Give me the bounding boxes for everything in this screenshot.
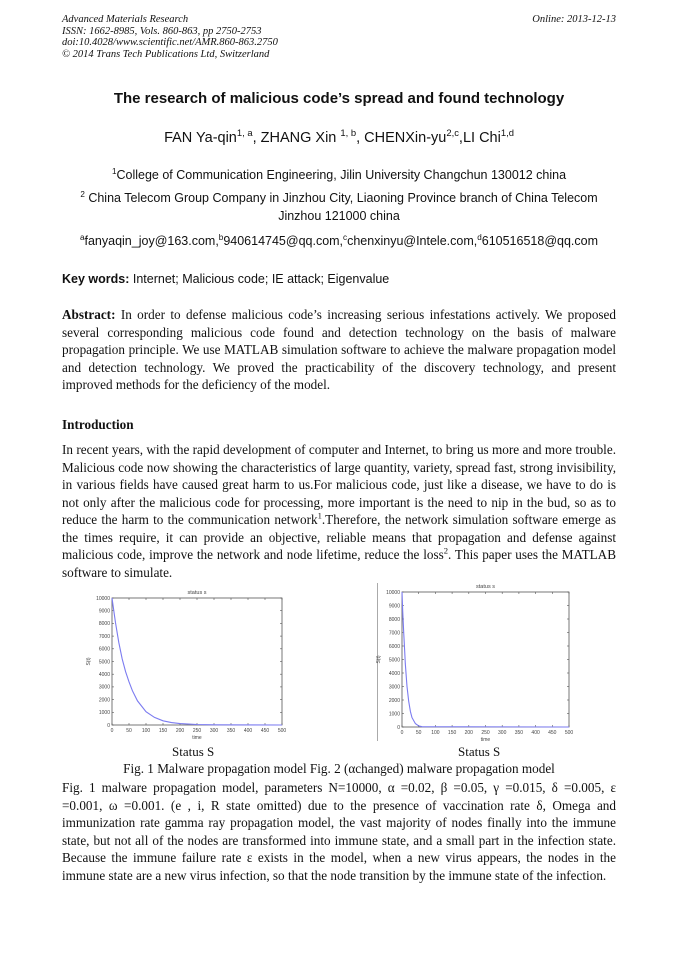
y-tick-label: 8000 bbox=[98, 621, 110, 628]
chart-title: status s bbox=[476, 584, 495, 590]
y-tick-label: 7000 bbox=[388, 630, 400, 637]
author-sup: 2,c bbox=[446, 127, 459, 139]
email-sup: b bbox=[218, 232, 224, 242]
copyright-line: © 2014 Trans Tech Publications Ltd, Switzerland bbox=[62, 48, 270, 60]
y-tick-label: 10000 bbox=[96, 595, 110, 602]
issn-line: ISSN: 1662-8985, Vols. 860-863, pp 2750-2753 bbox=[62, 25, 262, 37]
abstract bbox=[62, 306, 616, 394]
x-tick-label: 0 bbox=[400, 730, 404, 736]
keywords-text: Internet; Malicious code; IE attack; Eigenvalue bbox=[129, 272, 390, 286]
citation-ref[interactable]: 2 bbox=[443, 545, 449, 556]
email-link[interactable]: 610516518@qq.com bbox=[481, 234, 598, 248]
intro-text: . This paper uses the MATLAB software to simulate. bbox=[62, 547, 616, 580]
y-tick-label: 8000 bbox=[388, 616, 400, 623]
email-link[interactable]: 940614745@qq.com, bbox=[223, 234, 344, 248]
x-tick-label: 400 bbox=[531, 730, 540, 736]
email-sup: a bbox=[79, 232, 85, 242]
y-tick-label: 4000 bbox=[388, 670, 400, 677]
abstract-label: Abstract: bbox=[62, 307, 116, 322]
y-tick-label: 5000 bbox=[388, 657, 400, 664]
x-tick-label: 200 bbox=[464, 730, 473, 736]
keywords bbox=[62, 272, 389, 286]
abstract-text: In order to defense malicious code’s increasing serious infestations actively. We proposed several corresponding malicious code found and detection technology on the basis of malware propagation principle. We use MATLAB simulation software to achieve the malware propagation model and detection technology. We proved the practicability of the discovery technology, and present improved methods for the deficiency of the model. bbox=[62, 307, 616, 392]
intro-text: .Therefore, the network simulation software emerge as the times require, it can provide an objective, reliable means that propagation and defense against malicious code, improve the network and node lifetime, reduce the loss bbox=[62, 512, 617, 562]
x-tick-label: 300 bbox=[498, 730, 507, 736]
figure-2-plot bbox=[372, 578, 587, 743]
x-tick-label: 200 bbox=[175, 728, 185, 734]
introduction-paragraph bbox=[62, 441, 616, 581]
x-tick-label: 500 bbox=[564, 730, 574, 736]
figure-2-subcaption: Status S bbox=[458, 744, 501, 759]
x-tick-label: 50 bbox=[126, 728, 132, 734]
author-sup: 1, a bbox=[236, 127, 253, 139]
x-tick-label: 150 bbox=[158, 728, 168, 734]
x-tick-label: 350 bbox=[514, 730, 524, 736]
author-name: FAN Ya-qin bbox=[164, 130, 237, 146]
y-tick-label: 0 bbox=[107, 722, 110, 729]
email-list bbox=[40, 232, 638, 250]
journal-header bbox=[62, 14, 278, 60]
author-name: CHENXin-yu bbox=[364, 130, 447, 146]
online-date: Online: 2013-12-13 bbox=[532, 14, 616, 25]
x-tick-label: 350 bbox=[226, 728, 236, 734]
x-tick-label: 450 bbox=[548, 730, 557, 736]
intro-text: In recent years, with the rapid development of computer and Internet, to bring us more and more trouble. Malicious code now showing the characteristics of large quantity, variety, spread fast, strong invisibility, in various fields have caused great harm to us.For malicious code, just like a disease, we have to do is not only after the malicious code for processing, more important is the need to nip in the bud, so as to reduce the harm to the communication network bbox=[62, 442, 616, 527]
plot-area bbox=[402, 592, 569, 727]
y-tick-label: 0 bbox=[397, 724, 400, 731]
y-tick-label: 7000 bbox=[98, 633, 110, 640]
x-tick-label: 450 bbox=[260, 728, 270, 734]
figure-caption: Fig. 1 Malware propagation model Fig. 2 (αchanged) malware propagation model bbox=[123, 761, 555, 776]
affiliation-2 bbox=[62, 189, 616, 225]
figure-1-plot bbox=[85, 585, 295, 745]
x-tick-label: 500 bbox=[277, 728, 287, 734]
affiliation-1 bbox=[62, 166, 616, 184]
affiliation-sup: 2 bbox=[80, 189, 85, 199]
email-sup: c bbox=[343, 232, 348, 242]
paper-title: The research of malicious code’s spread and found technology bbox=[113, 90, 565, 107]
email-link[interactable]: fanyaqin_joy@163.com, bbox=[84, 234, 219, 248]
y-tick-label: 9000 bbox=[388, 603, 400, 610]
x-tick-label: 50 bbox=[415, 730, 422, 736]
y-tick-label: 1000 bbox=[98, 710, 110, 717]
chart-title: status s bbox=[187, 590, 207, 596]
journal-name: Advanced Materials Research bbox=[62, 14, 189, 25]
x-axis-label: time bbox=[192, 735, 202, 741]
citation-ref[interactable]: 1 bbox=[317, 510, 322, 521]
y-tick-label: 9000 bbox=[98, 608, 110, 615]
x-tick-label: 300 bbox=[209, 728, 219, 734]
body-paragraph: Fig. 1 malware propagation model, parameters N=10000, α =0.02, β =0.05, γ =0.015, δ =0.005, ε =0.001, ω =0.001. (e , i, R state omitted) due to the presence of vaccination rate δ, Omega and immunization rate gamma ray propagation model, the vast majority of nodes finally into the immune state, but not all of the nodes are transformed into immune state, and a small part in the infection state. Because the immune failure rate ε exists in the model, when a new virus appears, the nodes in the immune state are a new virus infection, so that the node transition by the immune state of the infection. bbox=[62, 780, 616, 883]
introduction-heading: Introduction bbox=[62, 417, 134, 432]
x-tick-label: 100 bbox=[431, 730, 440, 736]
affiliation-text: China Telecom Group Company in Jinzhou City, Liaoning Province branch of China Telecom Jinzhou 121000 china bbox=[84, 191, 598, 223]
author-list: FAN Ya-qin$^{1, a}$, ZHANG Xin $^{1, b}$, CHENXin-yu$^{2,c}$,LI Chi$^{1,d}$ bbox=[164, 127, 514, 146]
y-tick-label: 6000 bbox=[98, 646, 110, 653]
author-sup: 1,d bbox=[500, 127, 514, 139]
x-tick-label: 150 bbox=[447, 730, 457, 736]
affiliation-text: College of Communication Engineering, Jilin University Changchun 130012 china bbox=[116, 168, 567, 182]
email-link[interactable]: chenxinyu@Intele.com, bbox=[347, 234, 478, 248]
y-tick-label: 6000 bbox=[388, 643, 400, 650]
figure-1-subcaption: Status S bbox=[172, 744, 215, 759]
doi-line[interactable]: doi:10.4028/www.scientific.net/AMR.860-863.2750 bbox=[62, 37, 278, 48]
y-tick-label: 2000 bbox=[388, 697, 400, 704]
x-tick-label: 0 bbox=[110, 728, 114, 734]
x-tick-label: 100 bbox=[141, 728, 151, 734]
y-tick-label: 1000 bbox=[388, 711, 400, 718]
author-sup: 1, b bbox=[340, 127, 357, 139]
y-tick-label: 10000 bbox=[386, 589, 400, 596]
y-axis-label: S(t) bbox=[376, 655, 382, 664]
x-tick-label: 400 bbox=[243, 728, 253, 734]
y-axis-label: S(t) bbox=[86, 657, 92, 666]
y-tick-label: 4000 bbox=[98, 672, 110, 678]
y-tick-label: 2000 bbox=[98, 697, 110, 704]
plot-area bbox=[112, 598, 282, 725]
author-name: ZHANG Xin bbox=[260, 130, 341, 146]
affiliation-sup: 1 bbox=[111, 166, 117, 176]
x-tick-label: 250 bbox=[192, 728, 202, 734]
email-sup: d bbox=[477, 232, 482, 242]
y-tick-label: 3000 bbox=[98, 684, 110, 691]
author-name: LI Chi bbox=[462, 130, 501, 146]
y-tick-label: 5000 bbox=[98, 659, 110, 666]
y-tick-label: 3000 bbox=[388, 684, 400, 691]
x-tick-label: 250 bbox=[481, 730, 490, 736]
x-axis-label: time bbox=[480, 737, 491, 743]
keywords-label: Key words: bbox=[62, 272, 130, 286]
